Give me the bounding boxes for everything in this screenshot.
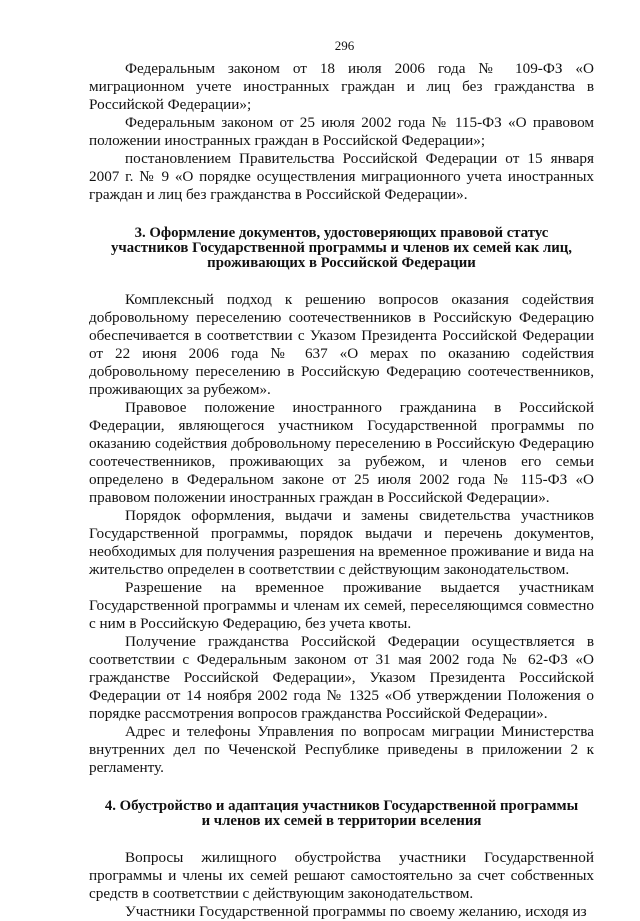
- section-3-body: [89, 291, 594, 777]
- section-3-heading-line-1: 3. Оформление документов, удостоверяющих правовой статус: [134, 225, 549, 241]
- section-3-paragraph-5: Получение гражданства Российской Федерации осуществляется в соответствии с Федеральным законом от 31 мая 2002 года № 62-ФЗ «О гражданстве Российской Федерации», Указом Президента Российской Федерации от 14 ноября 2002 года № 1325 «Об утверждении Положения о порядке рассмотрения вопросов гражданства Российской Федерации».: [89, 633, 594, 722]
- section-3-paragraph-2: Правовое положение иностранного гражданина в Российской Федерации, являющегося участником Государственной программы по оказанию содействия добровольному переселению в Российскую Федерацию соотечественников, проживающих за рубежом, и членов его семьи определено в Федеральном законе от 25 июля 2002 года № 115-ФЗ «О правовом положении иностранных граждан в Российской Федерации».: [89, 399, 594, 506]
- section-3-paragraph-3: Порядок оформления, выдачи и замены свидетельства участников Государственной программы, порядок выдачи и перечень документов, необходимых для получения разрешения на временное проживание и вида на жительство определен в соответствии с действующим законодательством.: [89, 507, 594, 578]
- page-number: 296: [334, 38, 355, 53]
- section-3-paragraph-6: Адрес и телефоны Управления по вопросам миграции Министерства внутренних дел по Чеченской Республике приведены в приложении 2 к регламенту.: [89, 723, 594, 776]
- section-3-heading-line-2: участников Государственной программы и членов их семей как лиц,: [111, 240, 572, 256]
- section-4-heading: [89, 799, 594, 829]
- section-4-heading-line-2: и членов их семей в территории вселения: [201, 813, 482, 829]
- section-4-paragraph-2: Участники Государственной программы по своему желанию, исходя из: [125, 903, 587, 920]
- section-4-heading-line-1: 4. Обустройство и адаптация участников Государственной программы: [104, 798, 579, 814]
- intro-list: [89, 60, 594, 204]
- section-3-paragraph-4: Разрешение на временное проживание выдается участникам Государственной программы и членам их семей, переселяющимся совместно с ним в Российскую Федерацию, без учета квоты.: [89, 579, 594, 632]
- section-3-heading: [89, 226, 594, 271]
- intro-paragraph-1: Федеральным законом от 18 июля 2006 года № 109-ФЗ «О миграционном учете иностранных граждан и лиц без гражданства в Российской Федерации»;: [89, 60, 594, 113]
- intro-paragraph-3: постановлением Правительства Российской Федерации от 15 января 2007 г. № 9 «О порядке осуществления миграционного учета иностранных граждан и лиц без гражданства в Российской Федерации».: [89, 150, 594, 203]
- section-4-body: [89, 849, 594, 921]
- intro-paragraph-2: Федеральным законом от 25 июля 2002 года № 115-ФЗ «О правовом положении иностранных граждан в Российской Федерации»;: [89, 114, 594, 149]
- section-3-heading-line-3: проживающих в Российской Федерации: [207, 255, 476, 271]
- section-4-paragraph-1: Вопросы жилищного обустройства участники Государственной программы и члены их семей решают самостоятельно за счет собственных средств в соответствии с действующим законодательством.: [89, 849, 594, 902]
- section-3-paragraph-1: Комплексный подход к решению вопросов оказания содействия добровольному переселению соотечественников в Российскую Федерацию обеспечивается в соответствии с Указом Президента Российской Федерации от 22 июня 2006 года № 637 «О мерах по оказанию содействия добровольному переселению в Российскую Федерацию соотечественников, проживающих за рубежом».: [89, 291, 594, 398]
